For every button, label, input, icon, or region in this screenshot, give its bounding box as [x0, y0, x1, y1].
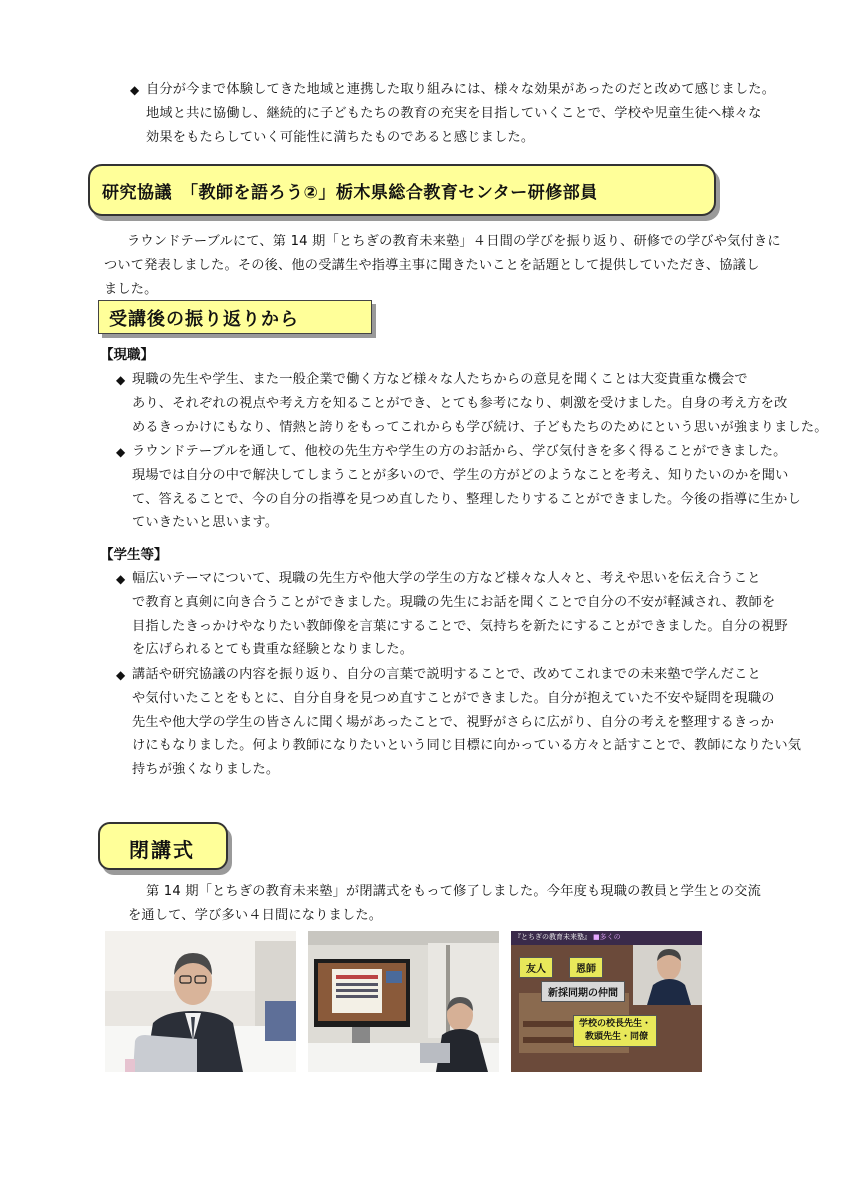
text-line: ラウンドテーブルにて、第 14 期「とちぎの教育未来塾」４日間の学びを振り返り、研修での学びや気付きに — [127, 234, 781, 249]
text-line: 先生や他大学の学生の皆さんに聞く場があったことで、視野がさらに広がり、自分の考えを整理するきっか — [132, 714, 775, 730]
bullet-marker: ◆ — [116, 572, 126, 586]
group-label-students: 【学生等】 — [100, 547, 168, 563]
caption-school — [573, 1015, 657, 1047]
section-heading-research — [88, 164, 716, 216]
bullet-marker: ◆ — [116, 373, 126, 387]
reflection-item — [116, 440, 801, 535]
text-line: 目指したきっかけやなりたい教師像を言葉にすることで、気持ちを新たにすることができました。自分の視野 — [132, 618, 788, 634]
section1-body — [104, 230, 781, 301]
text-line: 現職の先生や学生、また一般企業で働く方など様々な人たちからの意見を聞くことは大変貴重な機会で — [132, 372, 748, 387]
caption-school-line: 教頭先生・同僚 — [585, 1032, 649, 1042]
text-line: 自分が今まで体験してきた地域と連携した取り組みには、様々な効果があったのだと改めて感じました。 — [146, 82, 776, 97]
section3-body — [128, 880, 761, 928]
photo-online-presentation-image — [308, 931, 499, 1072]
text-line: で教育と真剣に向き合うことができました。現職の先生にお話を聞くことで自分の不安が軽減され、教師を — [132, 594, 776, 610]
caption-mentor: 恩師 — [569, 957, 603, 978]
photo-participant-laptop-image — [105, 931, 296, 1072]
intro-bullet — [130, 78, 776, 149]
text-line: ました。 — [104, 281, 158, 297]
text-line: を広げられるとても貴重な経験となりました。 — [132, 642, 414, 658]
text-line: めるきっかけにもなり、情熱と誇りをもってこれからも学び続け、子どもたちのためにという思いが強まりました。 — [132, 419, 828, 435]
text-line: ラウンドテーブルを通して、他校の先生方や学生の方のお話から、学び気付きを多く得ることができました。 — [132, 444, 787, 459]
screen-title: 『とちぎの教育未来塾』 — [514, 933, 591, 941]
bullet-marker: ◆ — [116, 445, 126, 459]
photo-participant-laptop — [105, 931, 296, 1072]
screen-tag: ■多くの — [593, 933, 621, 941]
text-line: や気付いたことをもとに、自分自身を見つめ直すことができました。自分が抱えていた不安や疑問を現職の — [132, 690, 775, 706]
text-line: 持ちが強くなりました。 — [132, 762, 280, 778]
section-heading-closing — [98, 822, 228, 870]
text-line: けにもなりました。何より教師になりたいという同じ目標に向かっている方々と話すことで、教師になりたい気 — [132, 738, 802, 754]
caption-friend: 友人 — [519, 957, 553, 978]
text-line: を通して、学び多い４日間になりました。 — [128, 907, 383, 923]
reflection-item — [116, 368, 828, 439]
section-heading-text: 閉講式 — [129, 838, 195, 862]
text-line: 効果をもたらしていく可能性に満ちたものであると感じました。 — [146, 129, 535, 145]
text-line: ついて発表しました。その後、他の受講生や指導主事に聞きたいことを話題として提供していただき、協議し — [104, 257, 760, 273]
section-heading-reflection — [98, 300, 372, 334]
caption-peers: 新採同期の仲間 — [541, 981, 625, 1002]
caption-school-line: 学校の校長先生・ — [579, 1019, 652, 1029]
text-line: 第 14 期「とちぎの教育未来塾」が閉講式をもって修了しました。今年度も現職の教員と学生との交流 — [146, 884, 762, 899]
text-line: ていきたいと思います。 — [132, 515, 279, 531]
text-line: 幅広いテーマについて、現職の先生方や他大学の学生の方など様々な人々と、考えや思いを伝え合うこと — [132, 571, 761, 586]
text-line: て、答えることで、今の自分の指導を見つめ直したり、整理したりすることができました。今後の指導に生かし — [132, 491, 801, 507]
text-line: 現場では自分の中で解決してしまうことが多いので、学生の方がどのようなことを考え、知りたいのかを聞い — [132, 467, 789, 483]
bullet-marker: ◆ — [130, 83, 140, 97]
section-heading-text: 研究協議 「教師を語ろう②」栃木県総合教育センター研修部員 — [102, 183, 598, 203]
text-line: 地域と共に協働し、継続的に子どもたちの教育の充実を目指していくことで、学校や児童生徒へ様々な — [146, 105, 762, 121]
reflection-item — [116, 567, 788, 662]
group-label-current: 【現職】 — [100, 347, 154, 363]
text-line: あり、それぞれの視点や考え方を知ることができ、とても参考になり、刺激を受けました。自身の考え方を改 — [132, 395, 788, 411]
photo-online-presentation — [308, 931, 499, 1072]
section-heading-text: 受講後の振り返りから — [109, 309, 299, 330]
bullet-marker: ◆ — [116, 668, 126, 682]
reflection-item — [116, 663, 802, 782]
text-line: 講話や研究協議の内容を振り返り、自分の言葉で説明することで、改めてこれまでの未来塾で学んだこと — [132, 667, 761, 682]
photo-video-screen — [511, 931, 702, 1072]
